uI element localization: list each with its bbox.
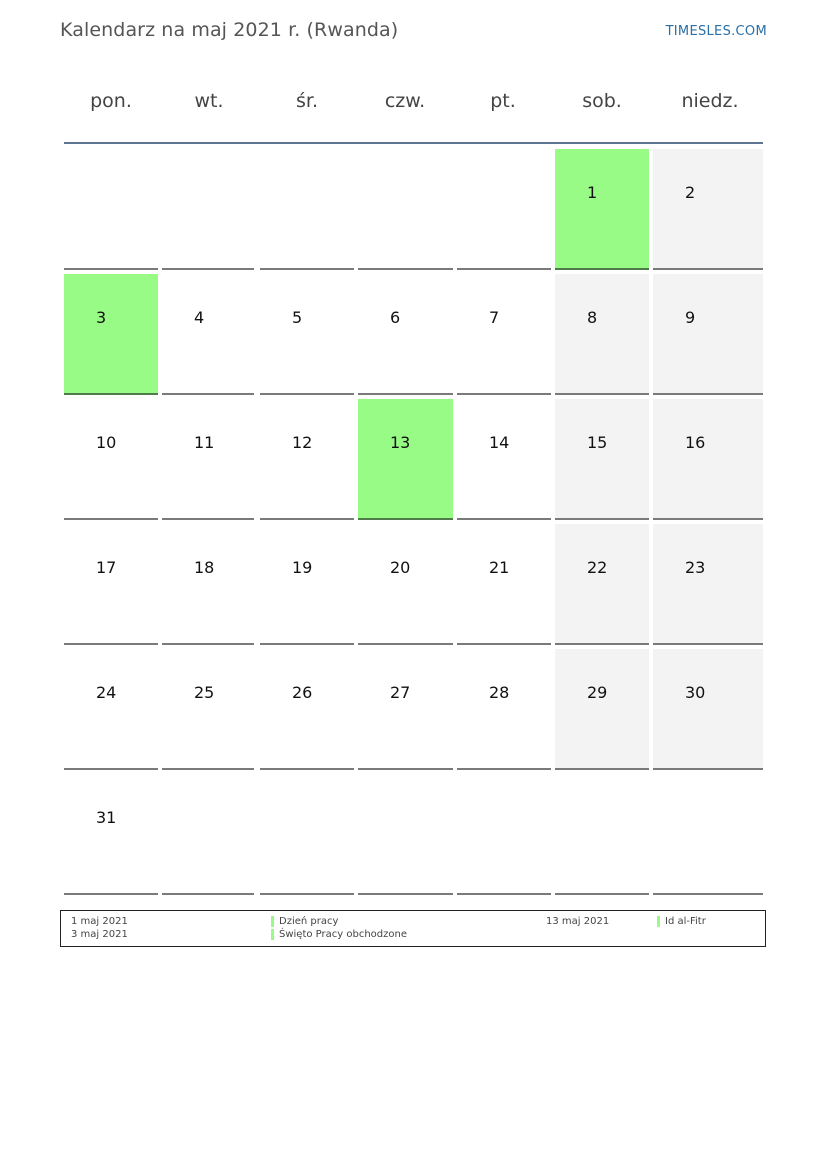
day-cell[interactable]: [457, 649, 551, 770]
weekday-label: czw.: [384, 90, 426, 112]
day-number: 26: [292, 683, 313, 702]
empty-day-cell: [653, 774, 763, 895]
day-number: 24: [96, 683, 117, 702]
empty-day-cell: [457, 149, 551, 270]
weekday-header: [64, 90, 764, 120]
empty-day-cell: [162, 774, 254, 895]
day-number: 6: [390, 308, 401, 327]
empty-day-cell: [555, 774, 649, 895]
legend-holiday-name: Id al-Fitr: [665, 916, 706, 927]
day-cell[interactable]: [555, 149, 649, 270]
day-cell[interactable]: [555, 399, 649, 520]
day-number: 30: [685, 683, 706, 702]
day-cell[interactable]: [653, 399, 763, 520]
weekday-label: sob.: [582, 90, 622, 112]
empty-day-cell: [64, 149, 158, 270]
empty-day-cell: [260, 149, 354, 270]
day-cell[interactable]: [260, 274, 354, 395]
day-number: 3: [96, 308, 107, 327]
day-number: 29: [587, 683, 608, 702]
day-number: 13: [390, 433, 411, 452]
weekday-label: pt.: [490, 90, 516, 112]
weekday-label: niedz.: [681, 90, 739, 112]
day-cell[interactable]: [358, 524, 453, 645]
day-number: 16: [685, 433, 706, 452]
day-cell[interactable]: [653, 149, 763, 270]
legend-color-marker: [657, 916, 660, 927]
day-cell[interactable]: [260, 399, 354, 520]
day-cell[interactable]: [64, 274, 158, 395]
legend-date: 13 maj 2021: [546, 916, 610, 927]
day-cell[interactable]: [653, 274, 763, 395]
legend-holiday-name: Święto Pracy obchodzone: [279, 929, 407, 940]
day-cell[interactable]: [260, 649, 354, 770]
day-number: 28: [489, 683, 510, 702]
legend-holiday-name: Dzień pracy: [279, 916, 339, 927]
day-cell[interactable]: [555, 649, 649, 770]
day-number: 21: [489, 558, 510, 577]
day-number: 7: [489, 308, 500, 327]
empty-day-cell: [260, 774, 354, 895]
day-cell[interactable]: [64, 524, 158, 645]
day-cell[interactable]: [457, 524, 551, 645]
day-number: 18: [194, 558, 215, 577]
legend-color-marker: [271, 916, 274, 927]
weekday-label: wt.: [194, 90, 224, 112]
day-cell[interactable]: [162, 399, 254, 520]
day-cell[interactable]: [653, 524, 763, 645]
day-number: 17: [96, 558, 117, 577]
day-number: 14: [489, 433, 510, 452]
day-cell[interactable]: [358, 649, 453, 770]
empty-day-cell: [457, 774, 551, 895]
day-number: 10: [96, 433, 117, 452]
page-title: Kalendarz na maj 2021 r. (Rwanda): [60, 19, 399, 41]
legend-date: 1 maj 2021: [71, 916, 128, 927]
empty-day-cell: [358, 774, 453, 895]
day-cell[interactable]: [358, 399, 453, 520]
day-number: 20: [390, 558, 411, 577]
empty-day-cell: [358, 149, 453, 270]
day-number: 8: [587, 308, 598, 327]
weekday-label: pon.: [90, 90, 132, 112]
day-cell[interactable]: [64, 774, 158, 895]
weekday-label: śr.: [295, 90, 318, 112]
day-cell[interactable]: [162, 649, 254, 770]
day-number: 27: [390, 683, 411, 702]
holiday-legend: [60, 910, 766, 947]
day-cell[interactable]: [64, 649, 158, 770]
day-cell[interactable]: [457, 274, 551, 395]
day-number: 9: [685, 308, 696, 327]
day-number: 11: [194, 433, 215, 452]
day-cell[interactable]: [457, 399, 551, 520]
day-cell[interactable]: [162, 274, 254, 395]
day-number: 31: [96, 808, 117, 827]
empty-day-cell: [162, 149, 254, 270]
day-number: 12: [292, 433, 313, 452]
day-cell[interactable]: [555, 524, 649, 645]
day-number: 23: [685, 558, 706, 577]
day-cell[interactable]: [358, 274, 453, 395]
day-number: 1: [587, 183, 598, 202]
day-cell[interactable]: [162, 524, 254, 645]
day-cell[interactable]: [653, 649, 763, 770]
day-number: 15: [587, 433, 608, 452]
day-cell[interactable]: [260, 524, 354, 645]
header-divider: [64, 142, 763, 144]
day-cell[interactable]: [64, 399, 158, 520]
day-number: 5: [292, 308, 303, 327]
day-number: 4: [194, 308, 205, 327]
brand-logo-text[interactable]: TIMESLES.COM: [665, 24, 767, 39]
legend-color-marker: [271, 929, 274, 940]
day-number: 19: [292, 558, 313, 577]
day-cell[interactable]: [555, 274, 649, 395]
day-number: 22: [587, 558, 608, 577]
day-number: 2: [685, 183, 696, 202]
day-number: 25: [194, 683, 215, 702]
legend-date: 3 maj 2021: [71, 929, 128, 940]
